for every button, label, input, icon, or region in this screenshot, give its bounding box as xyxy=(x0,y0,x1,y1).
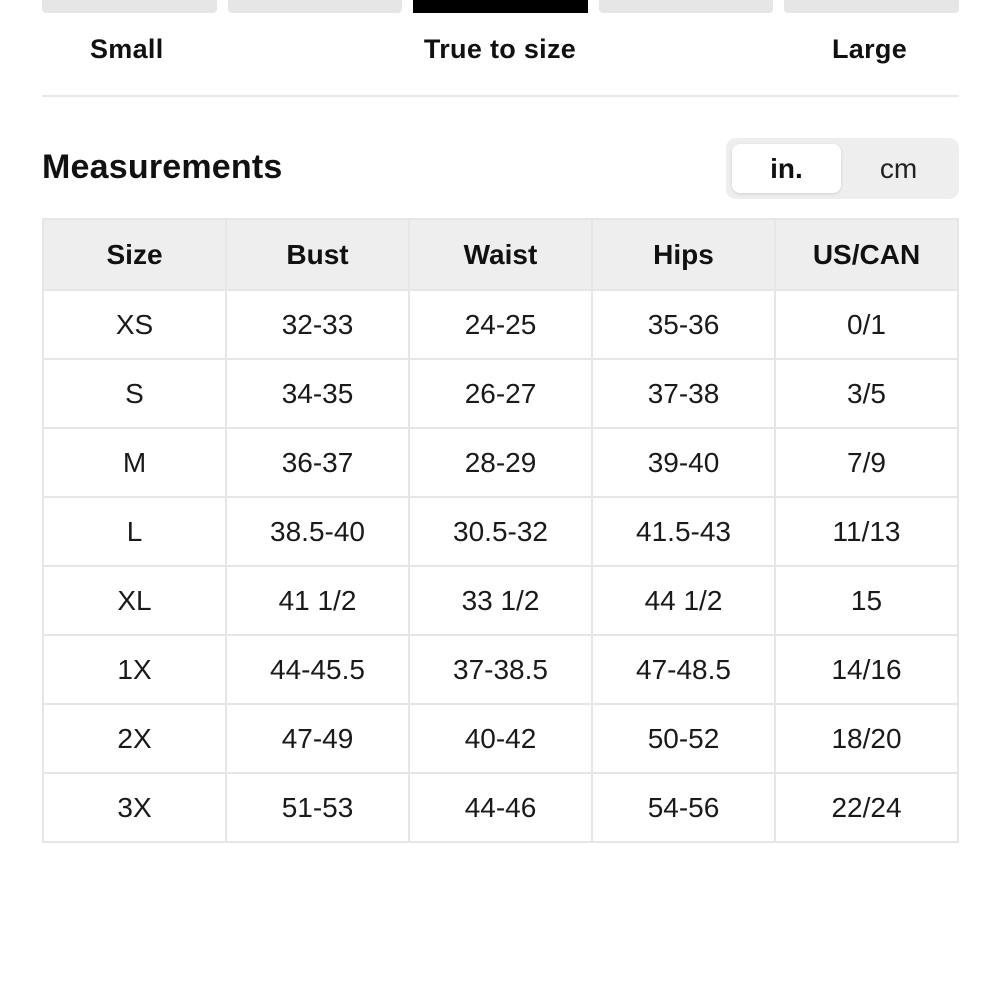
cell-bust: 32-33 xyxy=(226,290,409,359)
header-bust: Bust xyxy=(226,219,409,290)
table-row xyxy=(43,704,958,773)
measurements-title: Measurements xyxy=(42,148,283,186)
unit-option-inches[interactable]: in. xyxy=(732,144,841,193)
header-hips: Hips xyxy=(592,219,775,290)
cell-waist: 30.5-32 xyxy=(409,497,592,566)
table-row xyxy=(43,773,958,842)
fit-label-true-to-size: True to size xyxy=(423,34,577,64)
fit-label-small: Small xyxy=(90,34,164,64)
cell-waist: 33 1/2 xyxy=(409,566,592,635)
header-waist: Waist xyxy=(409,219,592,290)
table-row xyxy=(43,359,958,428)
cell-us-can: 14/16 xyxy=(775,635,958,704)
fit-segment xyxy=(784,0,959,13)
cell-size: L xyxy=(43,497,226,566)
unit-option-cm[interactable]: cm xyxy=(879,153,918,184)
cell-us-can: 11/13 xyxy=(775,497,958,566)
fit-segment xyxy=(228,0,403,13)
cell-hips: 37-38 xyxy=(592,359,775,428)
cell-waist: 44-46 xyxy=(409,773,592,842)
section-divider xyxy=(42,95,959,97)
cell-us-can: 3/5 xyxy=(775,359,958,428)
cell-hips: 41.5-43 xyxy=(592,497,775,566)
fit-label-large: Large xyxy=(832,34,908,64)
cell-hips: 50-52 xyxy=(592,704,775,773)
cell-size: M xyxy=(43,428,226,497)
cell-size: XL xyxy=(43,566,226,635)
table-row xyxy=(43,428,958,497)
cell-waist: 26-27 xyxy=(409,359,592,428)
cell-hips: 44 1/2 xyxy=(592,566,775,635)
cell-bust: 36-37 xyxy=(226,428,409,497)
cell-hips: 47-48.5 xyxy=(592,635,775,704)
table-row xyxy=(43,635,958,704)
cell-hips: 54-56 xyxy=(592,773,775,842)
cell-us-can: 7/9 xyxy=(775,428,958,497)
header-us-can: US/CAN xyxy=(775,219,958,290)
cell-hips: 35-36 xyxy=(592,290,775,359)
header-size: Size xyxy=(43,219,226,290)
fit-segment xyxy=(42,0,217,13)
fit-segment-active xyxy=(413,0,588,13)
cell-us-can: 0/1 xyxy=(775,290,958,359)
measurements-table xyxy=(42,218,959,843)
cell-waist: 24-25 xyxy=(409,290,592,359)
cell-us-can: 15 xyxy=(775,566,958,635)
cell-bust: 34-35 xyxy=(226,359,409,428)
table-row xyxy=(43,290,958,359)
cell-size: 3X xyxy=(43,773,226,842)
cell-bust: 47-49 xyxy=(226,704,409,773)
unit-toggle[interactable] xyxy=(726,138,959,199)
cell-bust: 38.5-40 xyxy=(226,497,409,566)
cell-hips: 39-40 xyxy=(592,428,775,497)
table-row xyxy=(43,566,958,635)
cell-bust: 51-53 xyxy=(226,773,409,842)
cell-waist: 40-42 xyxy=(409,704,592,773)
cell-size: S xyxy=(43,359,226,428)
cell-bust: 44-45.5 xyxy=(226,635,409,704)
fit-scale-bar xyxy=(42,0,959,13)
cell-us-can: 18/20 xyxy=(775,704,958,773)
table-header-row xyxy=(43,219,958,290)
fit-segment xyxy=(599,0,774,13)
cell-bust: 41 1/2 xyxy=(226,566,409,635)
cell-size: 2X xyxy=(43,704,226,773)
cell-waist: 28-29 xyxy=(409,428,592,497)
cell-waist: 37-38.5 xyxy=(409,635,592,704)
cell-size: XS xyxy=(43,290,226,359)
cell-size: 1X xyxy=(43,635,226,704)
cell-us-can: 22/24 xyxy=(775,773,958,842)
table-row xyxy=(43,497,958,566)
